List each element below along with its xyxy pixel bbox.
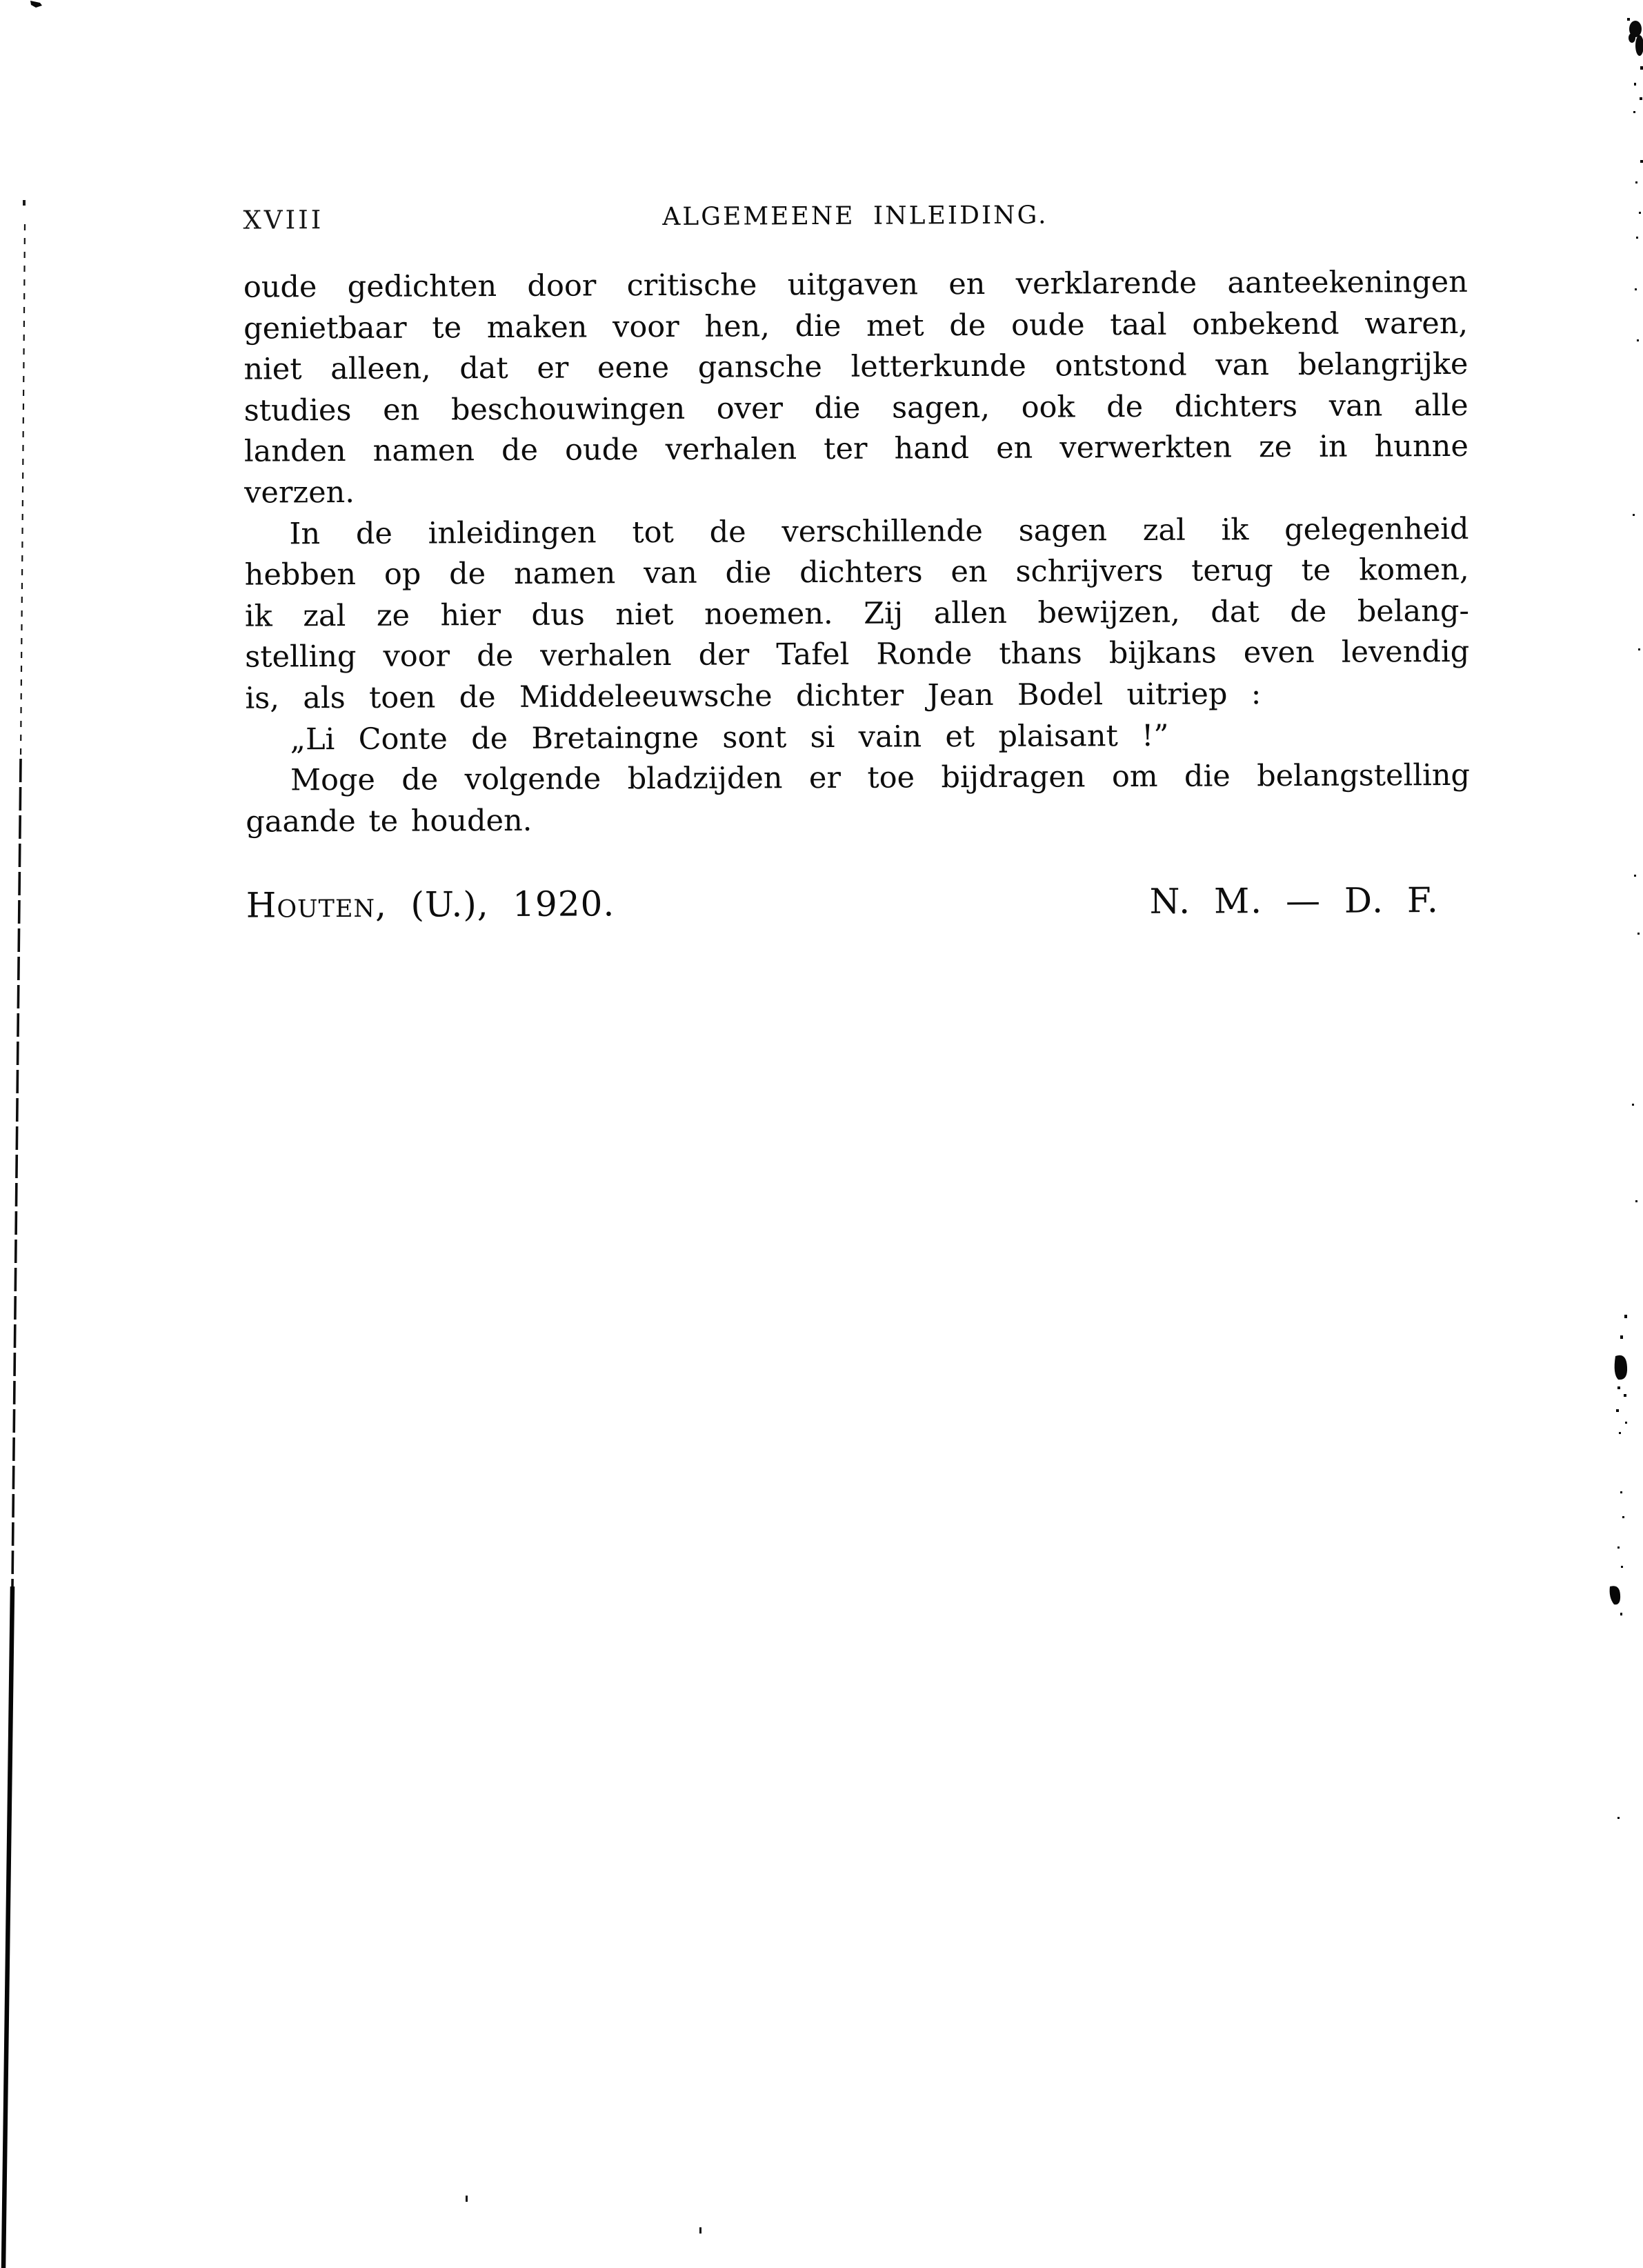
body-line: gaande te houden. (246, 803, 532, 839)
quote-line: „Li Conte de Bretaingne sont si vain et plaisant !” (290, 718, 1169, 757)
body-line: is, als toen de Middeleeuwsche dichter Jean Bodel uitriep : (245, 677, 1262, 716)
signature-place-date: Houten, (U.), 1920. (246, 884, 615, 926)
body-line: verzen. (244, 475, 355, 510)
body-line: genietbaar te maken voor hen, die met de oude taal onbekend waren, (243, 306, 1468, 346)
body-line: oude gedichten door critische uitgaven en verklarende aanteekeningen (243, 264, 1468, 305)
body-line: hebben op de namen van die dichters en schrijvers terug te komen, (244, 553, 1469, 593)
page-number: XVIII (243, 205, 324, 235)
body-line: landen namen de oude verhalen ter hand en verwerkten ze in hunne (243, 429, 1469, 470)
signature-initials: N. M. — D. F. (1149, 880, 1440, 922)
body-line: stelling voor de verhalen der Tafel Ronde thans bijkans even levendig (245, 635, 1470, 675)
body-text (243, 262, 1471, 843)
body-line: studies en beschouwingen over die sagen, ook de dichters van alle (243, 388, 1468, 428)
page-header (243, 199, 1467, 239)
body-line: ik zal ze hier dus niet noemen. Zij allen bewijzen, dat de belang- (244, 593, 1470, 634)
body-line: niet alleen, dat er eene gansche letterkunde ontstond van belangrijke (243, 347, 1468, 387)
body-line: Moge de volgende bladzijden er toe bijdragen om die belangstelling (290, 758, 1471, 798)
signature-row (246, 879, 1471, 927)
body-line: In de inleidingen tot de verschillende sagen zal ik gelegenheid (289, 511, 1469, 551)
running-title: ALGEMEENE INLEIDING. (662, 201, 1048, 232)
